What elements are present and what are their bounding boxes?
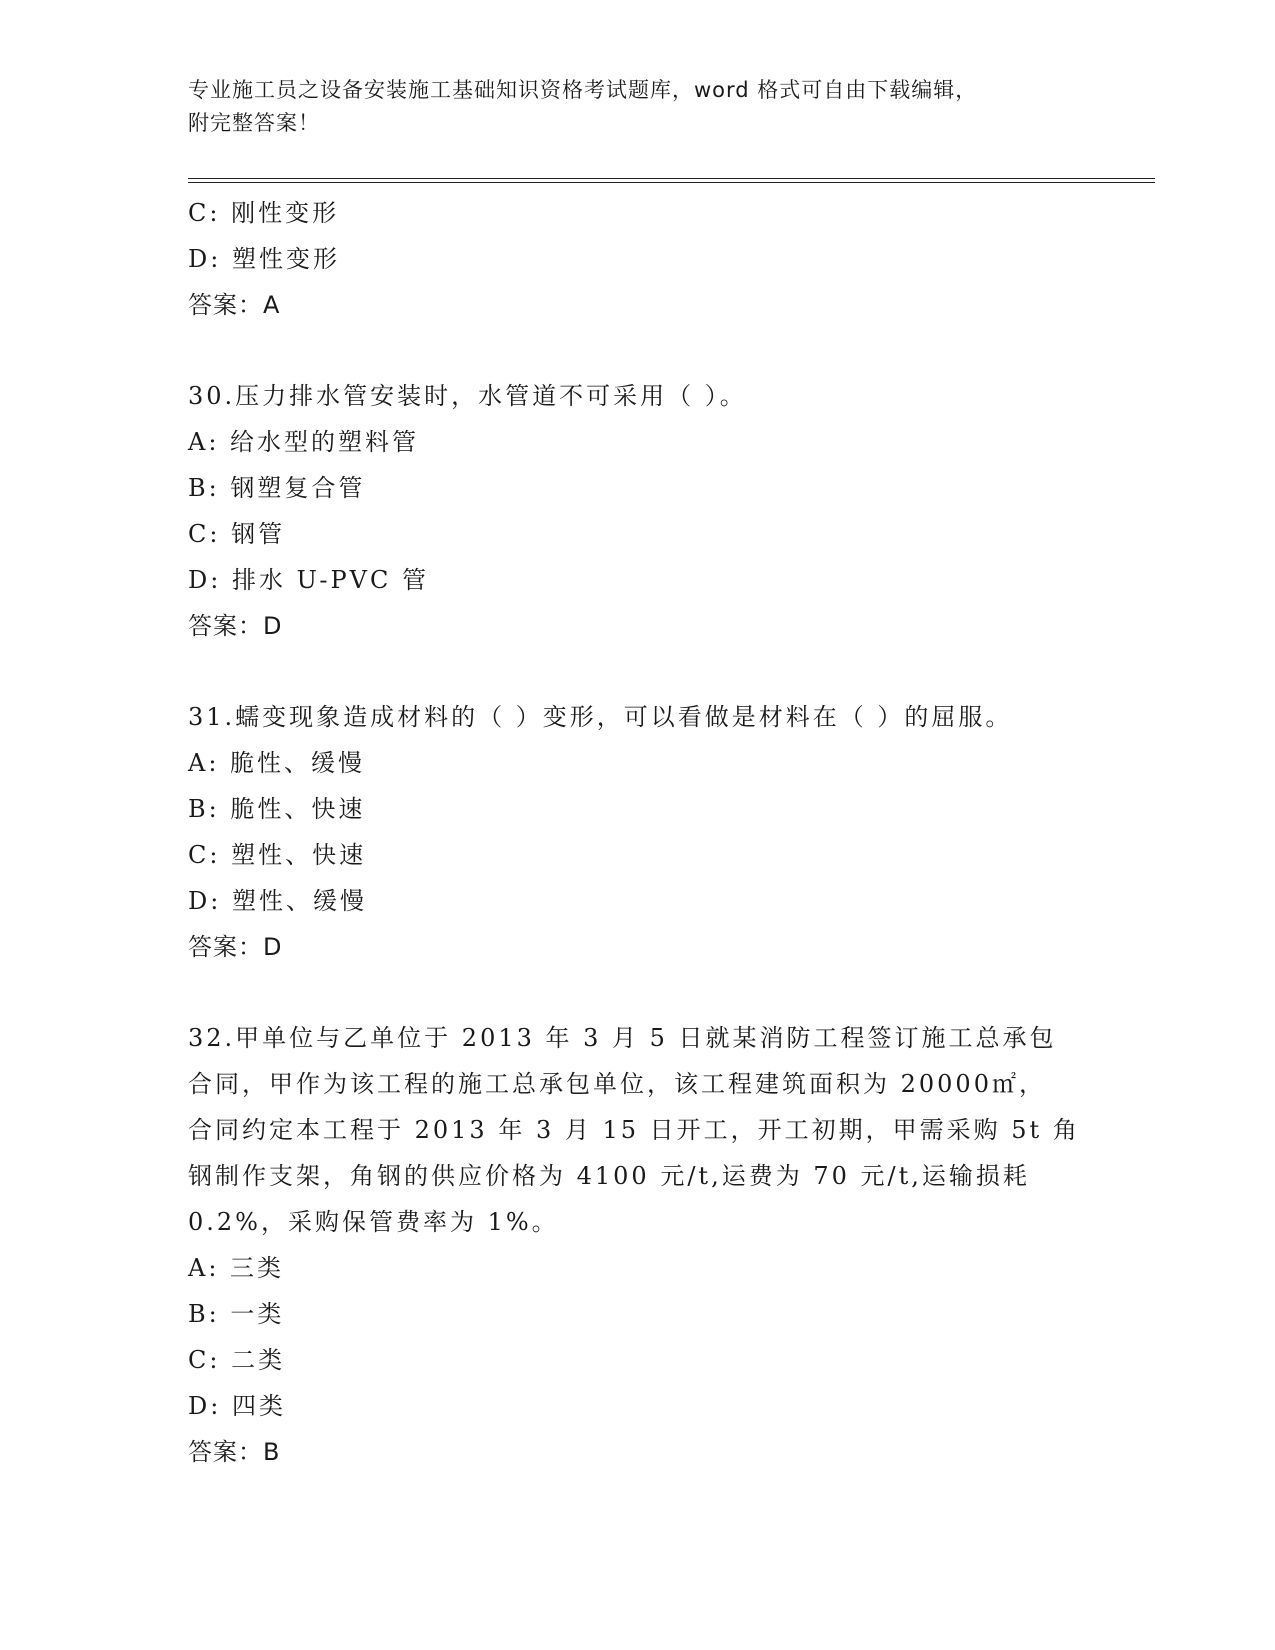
option-c: C: 塑性、快速 — [188, 841, 367, 869]
option-b: B: 脆性、快速 — [188, 795, 366, 823]
answer-line: 答案：D — [188, 612, 283, 640]
header-divider — [188, 178, 1155, 183]
question-stem-line-3: 合同约定本工程于 2013 年 3 月 15 日开工，开工初期，甲需采购 5t 角 — [188, 1116, 1080, 1144]
option-a: A: 给水型的塑料管 — [188, 428, 420, 456]
header-line-2: 附完整答案！ — [188, 111, 320, 135]
spacer — [188, 970, 1068, 1015]
option-c: C: 刚性变形 — [188, 199, 340, 227]
option-a: A: 三类 — [188, 1254, 285, 1282]
question-31 — [188, 694, 1068, 970]
question-stem-line-2: 合同，甲作为该工程的施工总承包单位，该工程建筑面积为 20000㎡， — [188, 1070, 1046, 1098]
document-body — [188, 190, 1080, 1475]
option-b: B: 钢塑复合管 — [188, 474, 366, 502]
option-c: C: 二类 — [188, 1346, 286, 1374]
answer-line: 答案：B — [188, 1438, 281, 1466]
option-d: D: 四类 — [188, 1392, 286, 1420]
answer-line: 答案：A — [188, 291, 281, 319]
document-header — [188, 74, 1088, 140]
question-stem: 30.压力排水管安装时，水管道不可采用（ ）。 — [188, 382, 747, 410]
question-stem-line-4: 钢制作支架，角钢的供应价格为 4100 元/t,运费为 70 元/t,运输损耗 — [188, 1162, 1030, 1190]
previous-question-continuation — [188, 190, 1068, 328]
spacer — [188, 649, 1068, 694]
option-d: D: 塑性变形 — [188, 245, 340, 273]
question-32 — [188, 1015, 1080, 1475]
option-d: D: 排水 U-PVC 管 — [188, 566, 429, 594]
option-d: D: 塑性、缓慢 — [188, 887, 367, 915]
option-b: B: 一类 — [188, 1300, 285, 1328]
option-a: A: 脆性、缓慢 — [188, 749, 366, 777]
question-30 — [188, 373, 1068, 649]
option-c: C: 钢管 — [188, 520, 286, 548]
question-stem-line-1: 32.甲单位与乙单位于 2013 年 3 月 5 日就某消防工程签订施工总承包 — [188, 1024, 1057, 1052]
spacer — [188, 328, 1068, 373]
header-line-1: 专业施工员之设备安装施工基础知识资格考试题库，word 格式可自由下载编辑， — [188, 78, 978, 102]
answer-line: 答案：D — [188, 933, 283, 961]
question-stem-line-5: 0.2%，采购保管费率为 1%。 — [188, 1208, 559, 1236]
question-stem: 31.蠕变现象造成材料的（ ）变形，可以看做是材料在（ ）的屈服。 — [188, 703, 1013, 731]
